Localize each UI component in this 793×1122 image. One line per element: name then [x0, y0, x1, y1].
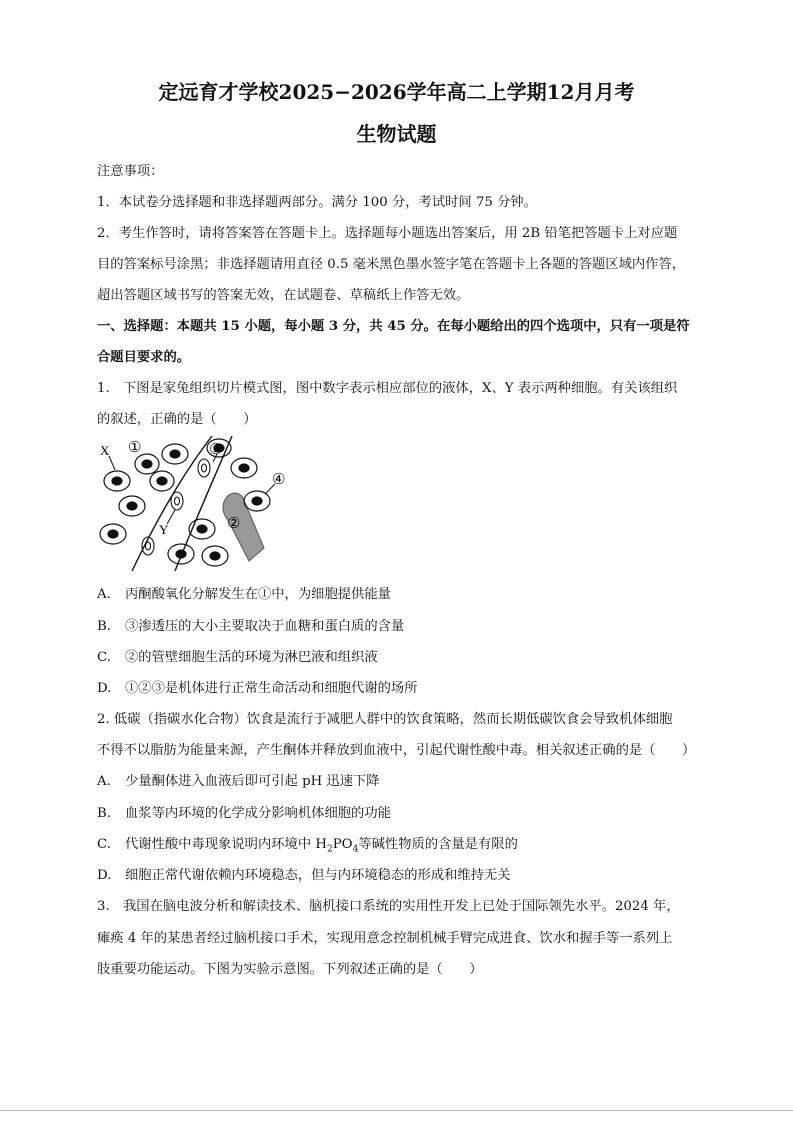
option-text: ②的管壁细胞生活的环境为淋巴液和组织液	[125, 650, 378, 665]
q3-stem-line-2: 瘫痪 4 年的某患者经过脑机接口手术，实现用意念控制机械手臂完成进食、饮水和握手等一系列上	[97, 931, 673, 946]
tissue-diagram	[97, 436, 297, 571]
q2-option-a	[97, 773, 380, 791]
notes-heading: 注意事项：	[97, 164, 164, 179]
q2-option-b	[97, 805, 391, 823]
page-subtitle: 生物试题	[356, 122, 437, 146]
label-2: ②	[227, 514, 241, 532]
section1-line-1: 一、选择题：本题共 15 小题，每小题 3 分，共 45 分。在每小题给出的四个选项中，只有一项是符	[97, 319, 690, 334]
q1-stem-line-2: 的叙述，正确的是（ ）	[97, 412, 257, 427]
q1-stem-line-1: 1. 下图是家兔组织切片模式图，图中数字表示相应部位的液体，X、Y 表示两种细胞。有关该组织	[97, 381, 678, 396]
page-bottom-rule	[0, 1110, 793, 1111]
q2-option-d	[97, 867, 511, 885]
q1-option-d	[97, 680, 418, 698]
option-text: 少量酮体进入血液后即可引起 pH 迅速下降	[125, 774, 380, 789]
q2-stem-line-1: 2. 低碳（指碳水化合物）饮食是流行于减肥人群中的饮食策略，然而长期低碳饮食会导致机体细胞	[97, 712, 673, 727]
section1-line-2: 合题目要求的。	[97, 350, 191, 365]
note-2-line-3: 超出答题区域书写的答案无效，在试题卷、草稿纸上作答无效。	[97, 288, 470, 303]
option-text: ③渗透压的大小主要取决于血糖和蛋白质的含量	[125, 619, 405, 634]
q1-option-a	[97, 586, 391, 604]
q3-stem-line-1: 3. 我国在脑电波分析和解读技术、脑机接口系统的实用性开发上已处于国际领先水平。2024 年，	[97, 899, 680, 914]
option-letter: B.	[97, 806, 111, 821]
option-text: ①②③是机体进行正常生命活动和细胞代谢的场所	[125, 681, 418, 696]
option-text: 丙酮酸氧化分解发生在①中，为细胞提供能量	[125, 587, 391, 602]
option-letter: D.	[97, 681, 112, 696]
option-letter: C.	[97, 837, 111, 852]
option-letter: B.	[97, 619, 111, 634]
note-2-line-1: 2．考生作答时，请将答案答在答题卡上。选择题每小题选出答案后，用 2B 铅笔把答题卡上对应题	[97, 226, 678, 241]
q2-stem-line-2: 不得不以脂肪为能量来源，产生酮体并释放到血液中，引起代谢性酸中毒。相关叙述正确的是（ ）	[97, 743, 696, 758]
label-3: ③	[209, 440, 223, 458]
option-text: 细胞正常代谢依赖内环境稳态，但与内环境稳态的形成和维持无关	[125, 868, 511, 883]
option-letter: D.	[97, 868, 112, 883]
q3-stem-line-3: 肢重要功能运动。下图为实验示意图。下列叙述正确的是（ ）	[97, 962, 483, 977]
option-letter: C.	[97, 650, 111, 665]
page-title: 定远育才学校2025−2026学年高二上学期12月月考	[158, 80, 635, 104]
q1-option-b	[97, 618, 404, 636]
tissue-cells-left	[100, 444, 188, 544]
note-2-line-2: 目的答案标号涂黑；非选择题请用直径 0.5 毫米黑色墨水签字笔在答题卡上各题的答题区域内作答，	[97, 257, 686, 272]
pointer-x	[109, 456, 115, 470]
label-1: ①	[128, 438, 142, 456]
q2-option-c	[97, 836, 518, 859]
option-letter: A.	[97, 587, 111, 602]
note-1: 1．本试卷分选择题和非选择题两部分。满分 100 分，考试时间 75 分钟。	[97, 195, 537, 210]
q1-option-c	[97, 649, 378, 667]
option-letter: A.	[97, 774, 111, 789]
label-x: X	[100, 443, 110, 458]
label-y: Y	[159, 522, 169, 537]
label-4: ④	[272, 470, 286, 488]
option-text: 代谢性酸中毒现象说明内环境中 $H_2PO_4$等碱性物质的含量是有限的	[125, 837, 518, 855]
option-text: 血浆等内环境的化学成分影响机体细胞的功能	[125, 806, 391, 821]
